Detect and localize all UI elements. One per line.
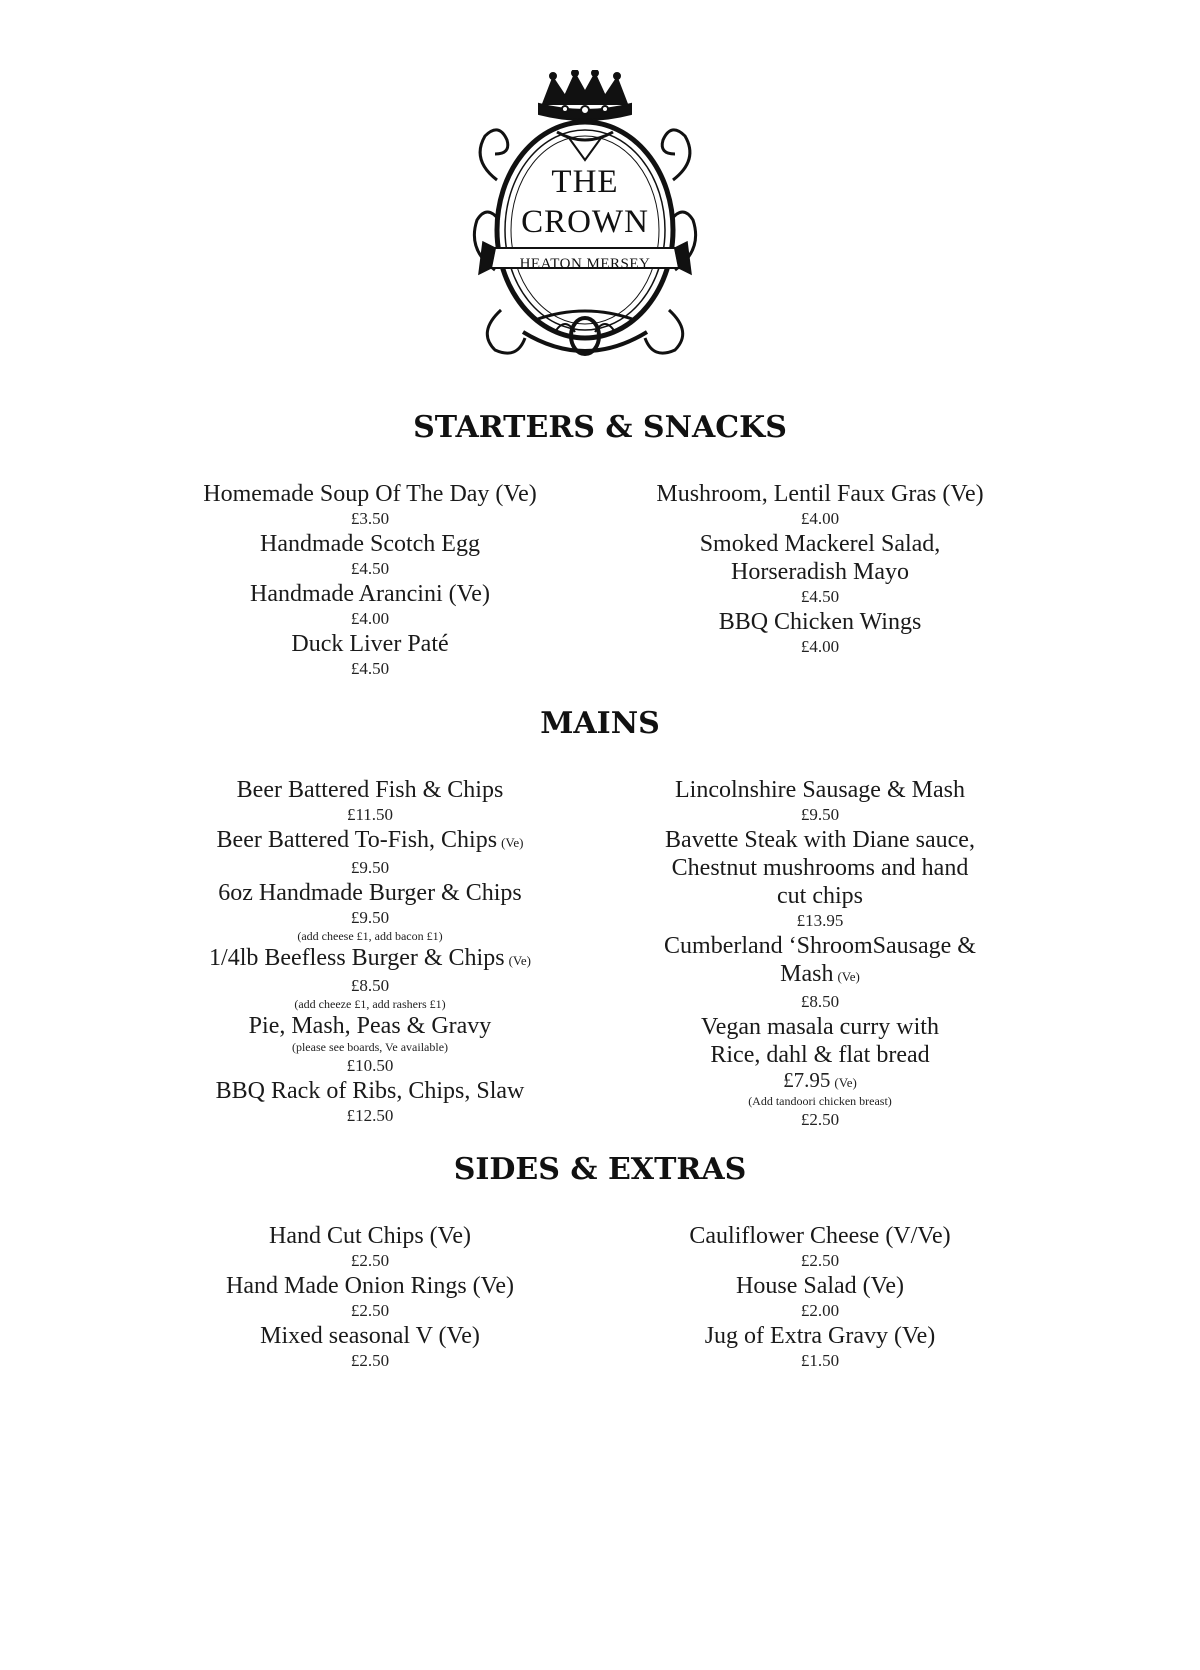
item-price: £4.00 [350,609,390,628]
mains-right-column [600,776,1040,1131]
item-price: £9.50 [800,805,840,824]
item-name: Cumberland ‘ShroomSausage & [664,933,976,959]
item-price: £8.50 [350,976,390,995]
item-note: (add cheeze £1, add rashers £1) [294,997,446,1011]
item-name: Duck Liver Paté [291,631,449,657]
item-price: £4.50 [350,559,390,578]
menu-item [150,530,590,580]
item-price: £8.50 [800,992,840,1011]
item-note: (please see boards, Ve available) [291,1040,449,1054]
menu-item [600,1222,1040,1272]
menu-item [600,1322,1040,1372]
item-name: Smoked Mackerel Salad, [699,531,941,557]
menu-item [600,826,1040,932]
logo-subtitle: HEATON MERSEY [519,256,651,272]
item-name-line2: Horseradish Mayo [731,559,909,585]
item-name-line2: Rice, dahl & flat bread [710,1042,930,1068]
item-name: 6oz Handmade Burger & Chips [218,880,522,906]
item-name: Beer Battered Fish & Chips [236,777,504,803]
item-name: BBQ Rack of Ribs, Chips, Slaw [215,1078,525,1104]
section-title-sides: SIDES & EXTRAS [453,1152,747,1187]
crown-logo [465,70,705,360]
item-price: £2.50 [350,1301,390,1320]
logo-title-line2: CROWN [521,204,649,240]
vegan-tag: (Ve) [834,1075,857,1090]
item-name: Mixed seasonal V (Ve) [260,1323,480,1349]
menu-item [150,1077,590,1127]
item-name-line2: Chestnut mushrooms and hand [671,855,969,881]
sides-left-column [150,1222,590,1372]
section-title-starters: STARTERS & SNACKS [413,410,787,445]
vegan-tag: (Ve) [837,969,860,984]
menu-item [150,1222,590,1272]
item-name-text: Mash [780,961,834,987]
item-price: £4.00 [800,509,840,528]
menu-item [150,580,590,630]
sides-right-column [600,1222,1040,1372]
item-name: Lincolnshire Sausage & Mash [675,777,965,803]
item-name-line3: cut chips [777,883,863,909]
item-name: Pie, Mash, Peas & Gravy [248,1013,492,1039]
menu-item [150,944,590,1012]
item-name: Handmade Scotch Egg [260,531,480,557]
menu-item [150,1322,590,1372]
item-price: £1.50 [800,1351,840,1370]
menu-item [150,630,590,680]
item-price: £4.50 [800,587,840,606]
item-name: Hand Made Onion Rings (Ve) [226,1273,514,1299]
item-note: (Add tandoori chicken breast) [748,1094,892,1108]
item-name: Bavette Steak with Diane sauce, [665,827,975,853]
item-price: £9.50 [350,908,390,927]
menu-item [150,879,590,944]
item-note: (add cheese £1, add bacon £1) [297,929,443,943]
item-name [150,826,590,857]
item-price [600,1069,1040,1094]
item-price: £2.50 [800,1251,840,1270]
item-name: Hand Cut Chips (Ve) [269,1223,471,1249]
menu-item [150,480,590,530]
menu-item [600,932,1040,1013]
item-name: Handmade Arancini (Ve) [250,581,490,607]
item-name: Homemade Soup Of The Day (Ve) [203,481,537,507]
item-name-text: Beer Battered To-Fish, Chips [216,827,498,853]
menu-item [600,1272,1040,1322]
item-price: £13.95 [796,911,844,930]
item-price: £12.50 [346,1106,394,1125]
item-name: Mushroom, Lentil Faux Gras (Ve) [656,481,984,507]
item-name: Vegan masala curry with [701,1014,939,1040]
section-title-mains: MAINS [540,706,660,741]
item-name [150,944,590,975]
item-name-line2 [600,960,1040,991]
starters-left-column [150,480,590,680]
item-name-text: 1/4lb Beefless Burger & Chips [209,945,505,971]
item-price: £3.50 [350,509,390,528]
menu-item [150,776,590,826]
item-price: £2.00 [800,1301,840,1320]
menu-item [600,1013,1040,1131]
item-extra-price: £2.50 [800,1110,840,1129]
item-name: Jug of Extra Gravy (Ve) [704,1323,936,1349]
menu-item [600,530,1040,608]
item-name: BBQ Chicken Wings [718,609,922,635]
item-name: House Salad (Ve) [736,1273,904,1299]
menu-item [600,776,1040,826]
item-price-text: £7.95 [783,1068,831,1092]
item-name: Cauliflower Cheese (V/Ve) [689,1223,951,1249]
mains-left-column [150,776,590,1127]
menu-item [150,1012,590,1077]
item-price: £11.50 [346,805,394,824]
item-price: £9.50 [350,858,390,877]
menu-item [150,826,590,879]
menu-item [600,480,1040,530]
item-price: £2.50 [350,1251,390,1270]
vegan-tag: (Ve) [508,953,531,968]
item-price: £4.50 [350,659,390,678]
vegan-tag: (Ve) [501,835,524,850]
menu-item [150,1272,590,1322]
starters-right-column [600,480,1040,658]
item-price: £2.50 [350,1351,390,1370]
item-price: £4.00 [800,637,840,656]
logo-title-line1: THE [551,164,619,200]
item-price: £10.50 [346,1056,394,1075]
menu-item [600,608,1040,658]
